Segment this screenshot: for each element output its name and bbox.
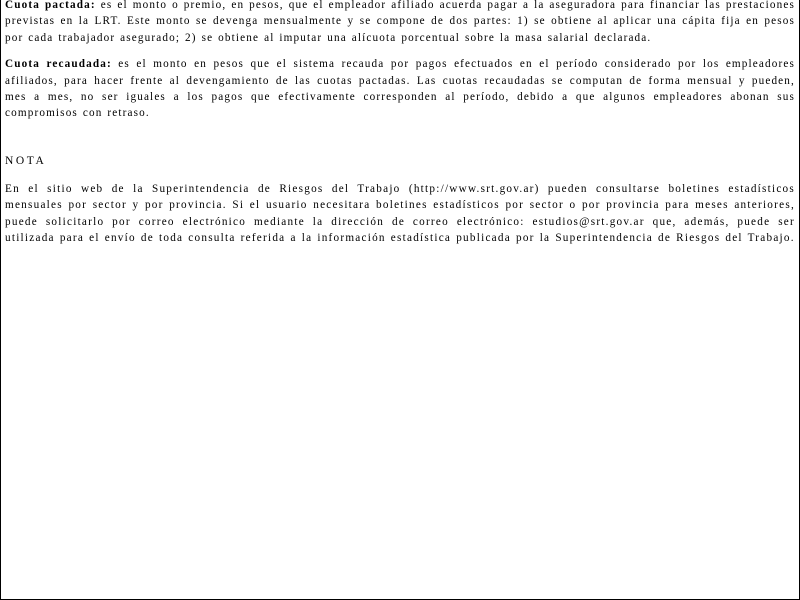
definition-text-cuota-recaudada: es el monto en pesos que el sistema recauda por pagos efectuados en el período considerado por los empleadores afiliados, para hacer frente al devengamiento de las cuotas pactadas. Las cuotas recaudadas se computan de forma mensual y pueden, mes a mes, no ser iguales a los pagos que efectivamente corresponden al período, debido a que algunos empleadores abonan sus compromisos con retraso.: [5, 58, 796, 120]
definition-text-cuota-pactada: es el monto o premio, en pesos, que el empleador afiliado acuerda pagar a la aseguradora para financiar las prestaciones previstas en la LRT. Este monto se devenga mensualmente y se compone de dos partes: 1) se obtiene al aplicar una cápita fija en pesos por cada trabajador asegurado; 2) se obtiene al imputar una alícuota porcentual sobre la masa salarial declarada.: [5, 0, 795, 44]
term-cuota-pactada: Cuota pactada:: [5, 0, 96, 11]
nota-paragraph: En el sitio web de la Superintendencia de Riesgos del Trabajo (http://www.srt.gov.ar) pueden consultarse boletines estadísticos mensuales por sector y por provincia. Si el usuario necesitara boletines estadísticos por sector o por provincia para meses anteriores, puede solicitarlo por correo electrónico mediante la dirección de correo electrónico: estudios@srt.gov.ar que, además, puede ser utilizada para el envío de toda consulta referida a la información estadística publicada por la Superintendencia de Riesgos del Trabajo.: [5, 182, 795, 245]
definition-cuota-pactada: [5, 0, 795, 46]
nota-heading: NOTA: [5, 154, 47, 167]
term-cuota-recaudada: Cuota recaudada:: [5, 58, 112, 71]
definition-cuota-recaudada: [5, 56, 795, 122]
